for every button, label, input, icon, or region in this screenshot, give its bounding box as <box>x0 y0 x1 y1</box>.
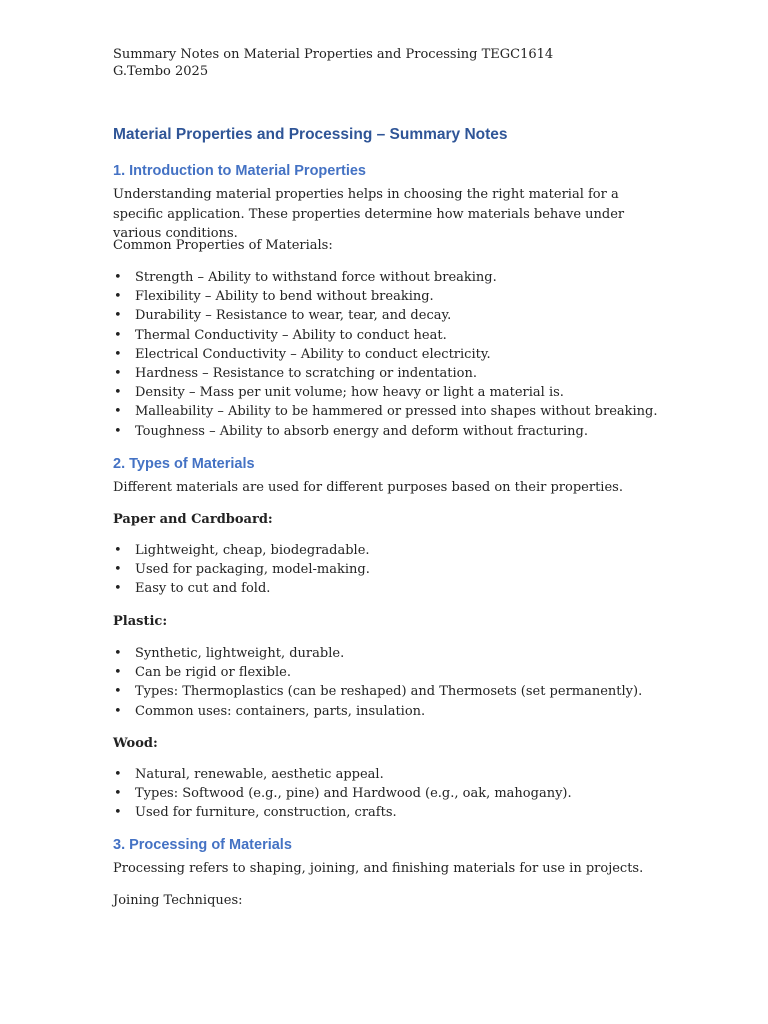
list-item: • Synthetic, lightweight, durable. <box>113 644 673 663</box>
list-item: • Common uses: containers, parts, insulation. <box>113 702 673 721</box>
wood-list <box>113 765 673 823</box>
joining-techniques-label: Joining Techniques: <box>113 893 243 908</box>
bullet-icon: • <box>114 308 122 324</box>
bullet-icon: • <box>114 366 122 382</box>
bullet-icon: • <box>114 703 122 719</box>
bullet-icon: • <box>114 684 122 700</box>
list-item: • Malleability – Ability to be hammered or pressed into shapes without breaking. <box>113 402 673 421</box>
header-author-line: G.Tembo 2025 <box>113 64 209 79</box>
list-item: • Types: Thermoplastics (can be reshaped) and Thermosets (set permanently). <box>113 682 673 701</box>
bullet-icon: • <box>114 346 122 362</box>
list-item: • Lightweight, cheap, biodegradable. <box>113 541 673 560</box>
list-item: • Strength – Ability to withstand force without breaking. <box>113 268 673 287</box>
list-item: • Toughness – Ability to absorb energy and deform without fracturing. <box>113 422 673 441</box>
section-2-heading: 2. Types of Materials <box>113 456 255 472</box>
list-item: • Thermal Conductivity – Ability to conduct heat. <box>113 326 673 345</box>
bullet-icon: • <box>114 289 122 305</box>
bullet-icon: • <box>114 646 122 661</box>
section-2-intro: Different materials are used for different purposes based on their properties. <box>113 480 623 495</box>
bullet-icon: • <box>114 543 122 558</box>
list-item: • Easy to cut and fold. <box>113 579 673 598</box>
document-page <box>113 46 673 908</box>
bullet-icon: • <box>114 327 122 343</box>
bullet-icon: • <box>114 385 122 401</box>
bullet-icon: • <box>114 805 122 821</box>
wood-label: Wood: <box>113 736 158 751</box>
list-item: • Used for packaging, model-making. <box>113 560 673 579</box>
list-item: • Natural, renewable, aesthetic appeal. <box>113 765 673 784</box>
paper-cardboard-list <box>113 541 673 599</box>
section-3-intro: Processing refers to shaping, joining, and finishing materials for use in projects. <box>113 861 644 876</box>
plastic-label: Plastic: <box>113 614 168 629</box>
list-item: • Types: Softwood (e.g., pine) and Hardwood (e.g., oak, mahogany). <box>113 784 673 803</box>
bullet-icon: • <box>114 562 122 578</box>
list-item: • Flexibility – Ability to bend without breaking. <box>113 287 673 306</box>
list-item: • Can be rigid or flexible. <box>113 663 673 682</box>
bullet-icon: • <box>114 404 122 420</box>
list-item: • Density – Mass per unit volume; how heavy or light a material is. <box>113 383 673 402</box>
material-properties-list <box>113 268 673 441</box>
list-item: • Hardness – Resistance to scratching or indentation. <box>113 364 673 383</box>
section-1-intro: Understanding material properties helps in choosing the right material for a specific application. These properties determine how materials behave under various conditions. <box>113 187 625 241</box>
paper-cardboard-label: Paper and Cardboard: <box>113 512 273 527</box>
header-course-line: Summary Notes on Material Properties and Processing TEGC1614 <box>113 47 554 62</box>
list-item: • Electrical Conductivity – Ability to conduct electricity. <box>113 345 673 364</box>
section-1-heading: 1. Introduction to Material Properties <box>113 163 366 179</box>
bullet-icon: • <box>114 665 122 681</box>
list-item: • Used for furniture, construction, crafts. <box>113 803 673 822</box>
bullet-icon: • <box>114 786 122 802</box>
section-1-list-label: Common Properties of Materials: <box>113 238 333 253</box>
bullet-icon: • <box>114 270 122 285</box>
section-3-heading: 3. Processing of Materials <box>113 837 292 853</box>
bullet-icon: • <box>114 423 122 439</box>
document-title: Material Properties and Processing – Summary Notes <box>113 126 508 143</box>
bullet-icon: • <box>114 767 122 782</box>
list-item: • Durability – Resistance to wear, tear, and decay. <box>113 306 673 325</box>
plastic-list <box>113 644 673 721</box>
bullet-icon: • <box>114 581 122 597</box>
